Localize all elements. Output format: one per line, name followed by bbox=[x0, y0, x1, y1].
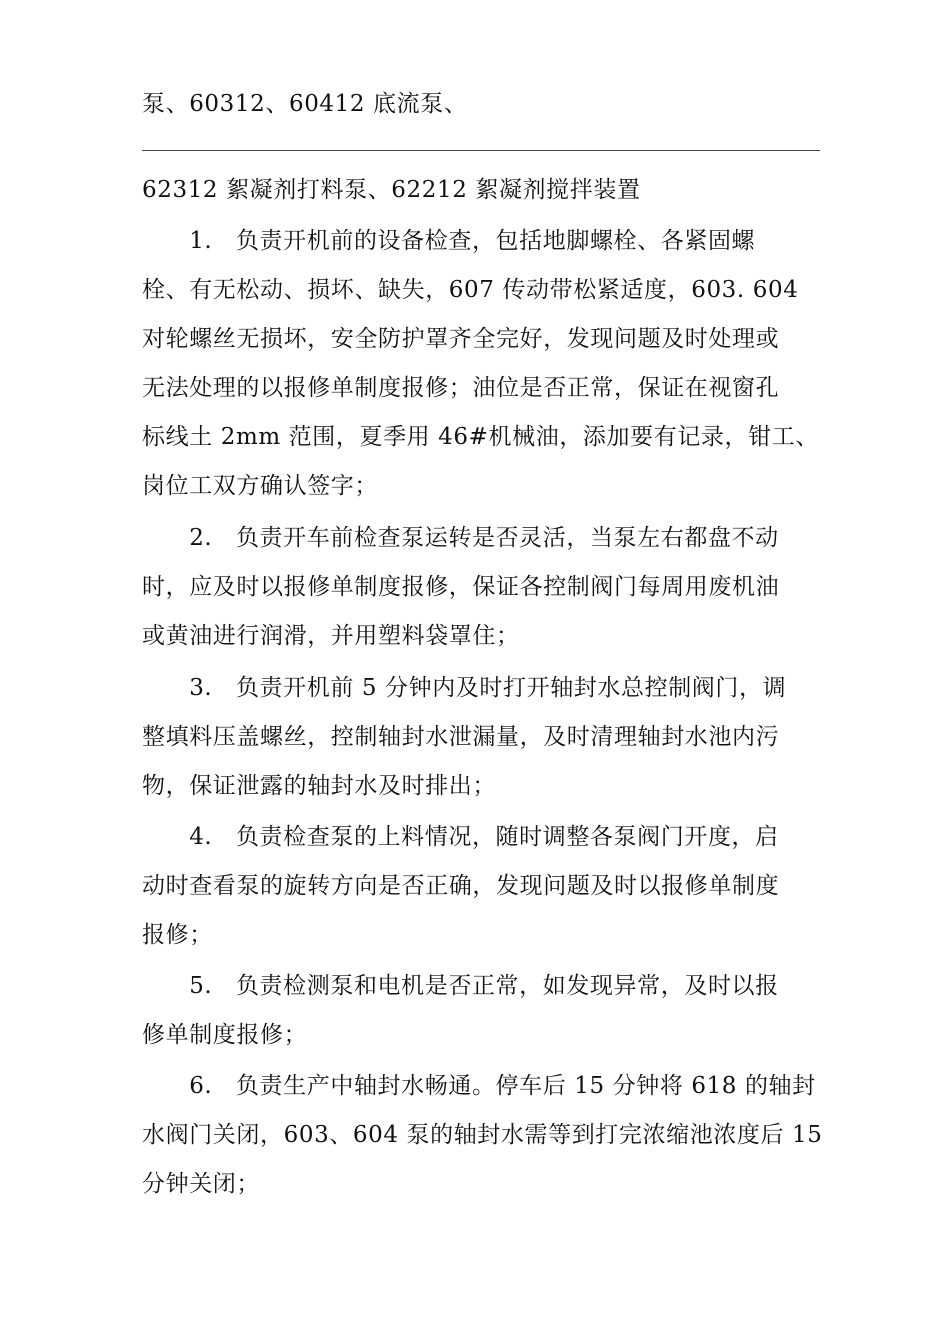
item-line: 或黄油进行润滑，并用塑料袋罩住； bbox=[142, 623, 520, 649]
item-line: 岗位工双方确认签字； bbox=[142, 473, 378, 499]
item-line: 水阀门关闭，603、604 泵的轴封水需等到打完浓缩池浓度后 15 bbox=[142, 1122, 823, 1148]
section-subtitle: 62312 絮凝剂打料泵、62212 絮凝剂搅拌装置 bbox=[142, 177, 641, 203]
item-line: 无法处理的以报修单制度报修；油位是否正常，保证在视窗孔 bbox=[142, 375, 780, 401]
item-line: 4. 负责检查泵的上料情况，随时调整各泵阀门开度，启 bbox=[142, 824, 779, 850]
item-line: 对轮螺丝无损坏，安全防护罩齐全完好，发现问题及时处理或 bbox=[142, 326, 780, 352]
item-line: 5. 负责检测泵和电机是否正常，如发现异常，及时以报 bbox=[142, 973, 779, 999]
item-line: 物，保证泄露的轴封水及时排出； bbox=[142, 773, 496, 799]
item-line: 整填料压盖螺丝，控制轴封水泄漏量，及时清理轴封水池内污 bbox=[142, 724, 780, 750]
item-line: 标线土 2mm 范围，夏季用 46#机械油，添加要有记录，钳工、 bbox=[142, 424, 819, 450]
item-line: 报修； bbox=[142, 922, 213, 948]
item-line: 6. 负责生产中轴封水畅通。停车后 15 分钟将 618 的轴封 bbox=[142, 1073, 816, 1099]
item-line: 修单制度报修； bbox=[142, 1022, 308, 1048]
item-line: 分钟关闭； bbox=[142, 1171, 260, 1197]
item-line: 栓、有无松动、损坏、缺失，607 传动带松紧适度，603. 604 bbox=[142, 277, 799, 303]
item-line: 1. 负责开机前的设备检查，包括地脚螺栓、各紧固螺 bbox=[142, 228, 756, 254]
header-line: 泵、60312、60412 底流泵、 bbox=[142, 91, 468, 117]
item-line: 2. 负责开车前检查泵运转是否灵活，当泵左右都盘不动 bbox=[142, 525, 779, 551]
item-line: 3. 负责开机前 5 分钟内及时打开轴封水总控制阀门，调 bbox=[142, 675, 787, 701]
header-divider bbox=[142, 150, 820, 151]
item-line: 时，应及时以报修单制度报修，保证各控制阀门每周用废机油 bbox=[142, 574, 780, 600]
item-line: 动时查看泵的旋转方向是否正确，发现问题及时以报修单制度 bbox=[142, 873, 780, 899]
